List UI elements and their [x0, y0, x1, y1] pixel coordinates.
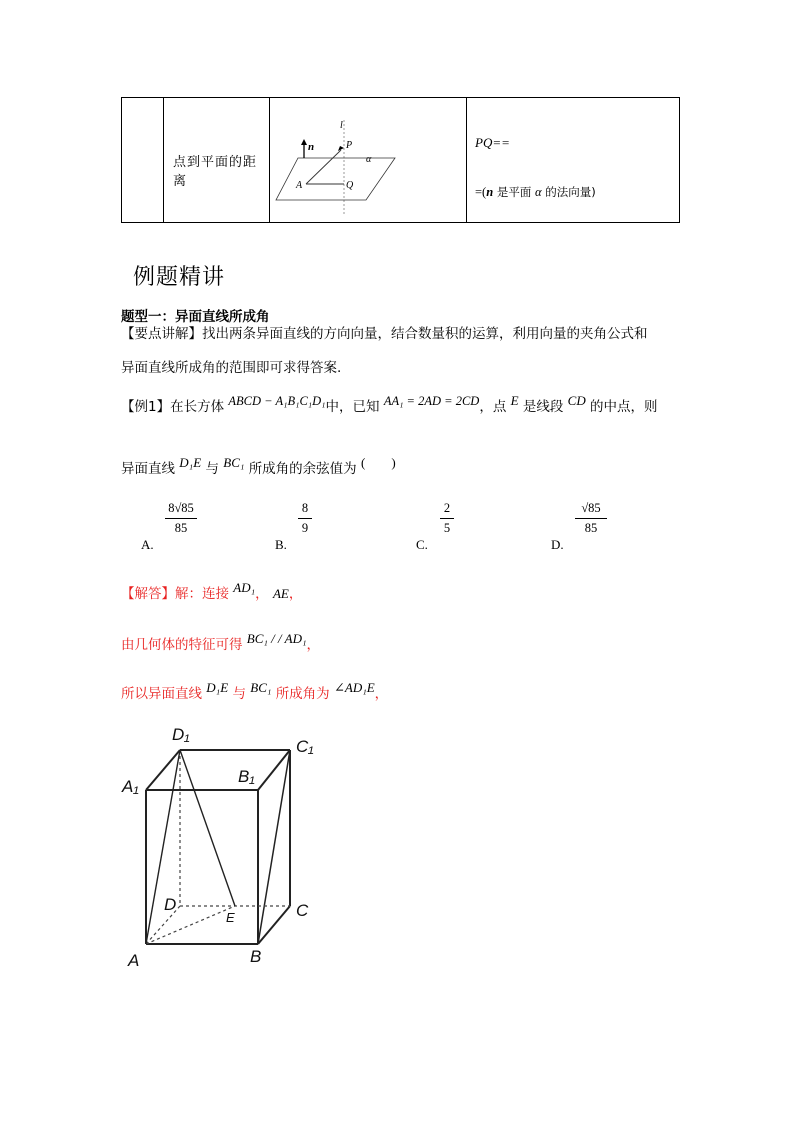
- option-d-letter: D.: [551, 537, 564, 552]
- section-title: 例题精讲: [133, 265, 226, 290]
- example-1-question: 【例1】在长方体 ABCD − A₁B₁C₁D₁中，已知 AA₁ = 2AD = 2CD，点 E 是线段 CD 的中点，则: [121, 393, 658, 415]
- solution-line-1: 【解答】解：连接 AD₁， AE，: [121, 580, 303, 602]
- table-divider: [163, 98, 164, 222]
- vertex-a1-label: A₁: [122, 777, 139, 796]
- vertex-d1-label: D₁: [172, 725, 190, 744]
- vertex-c-label: C: [296, 901, 309, 920]
- key-point-paragraph: 【要点讲解】找出两条异面直线的方向向量，结合数量积的运算，利用向量的夹角公式和 异面直线所成角的范围即可求得答案.: [121, 326, 648, 376]
- formula-table: [121, 97, 680, 223]
- point-plane-distance-figure: [274, 114, 414, 214]
- table-divider: [466, 98, 467, 222]
- solution-line-3: 所以异面直线 D₁E 与 BC₁ 所成角为 ∠AD₁E，: [121, 680, 389, 702]
- example-1-question-line2: 异面直线 D₁E 与 BC₁ 所成角的余弦值为 ( ): [121, 455, 396, 477]
- option-a-fraction: 8√85 85: [165, 501, 197, 536]
- distance-formula-line2: =(n 是平面 α 的法向量): [475, 185, 596, 199]
- vertex-a-label: A: [128, 951, 140, 970]
- point-a-label: A: [296, 180, 303, 191]
- plane-alpha-label: α: [366, 154, 372, 165]
- normal-vector-label: n: [308, 141, 315, 153]
- table-divider: [269, 98, 270, 222]
- distance-formula-line1: PQ==: [475, 135, 510, 150]
- option-c-letter: C.: [416, 537, 428, 552]
- option-b-letter: B.: [275, 537, 287, 552]
- point-q-label: Q: [346, 180, 354, 191]
- option-c-fraction: 2 5: [440, 501, 454, 536]
- point-e-label: E: [226, 910, 235, 925]
- vertex-b-label: B: [250, 947, 262, 966]
- option-b-fraction: 8 9: [298, 501, 312, 536]
- solution-line-2: 由几何体的特征可得 BC₁ / / AD₁，: [121, 631, 321, 653]
- table-row-label: 点到平面的距离: [173, 155, 258, 189]
- option-d-fraction: √85 85: [575, 501, 607, 536]
- line-l-label: l: [340, 120, 343, 131]
- vertex-c1-label: C₁: [296, 737, 314, 756]
- point-p-label: P: [346, 140, 353, 151]
- option-a-letter: A.: [141, 537, 154, 552]
- type-title: 题型一：异面直线所成角: [121, 309, 270, 325]
- vertex-b1-label: B₁: [238, 767, 255, 786]
- vertex-d-label: D: [164, 895, 177, 914]
- cuboid-figure: [118, 718, 338, 978]
